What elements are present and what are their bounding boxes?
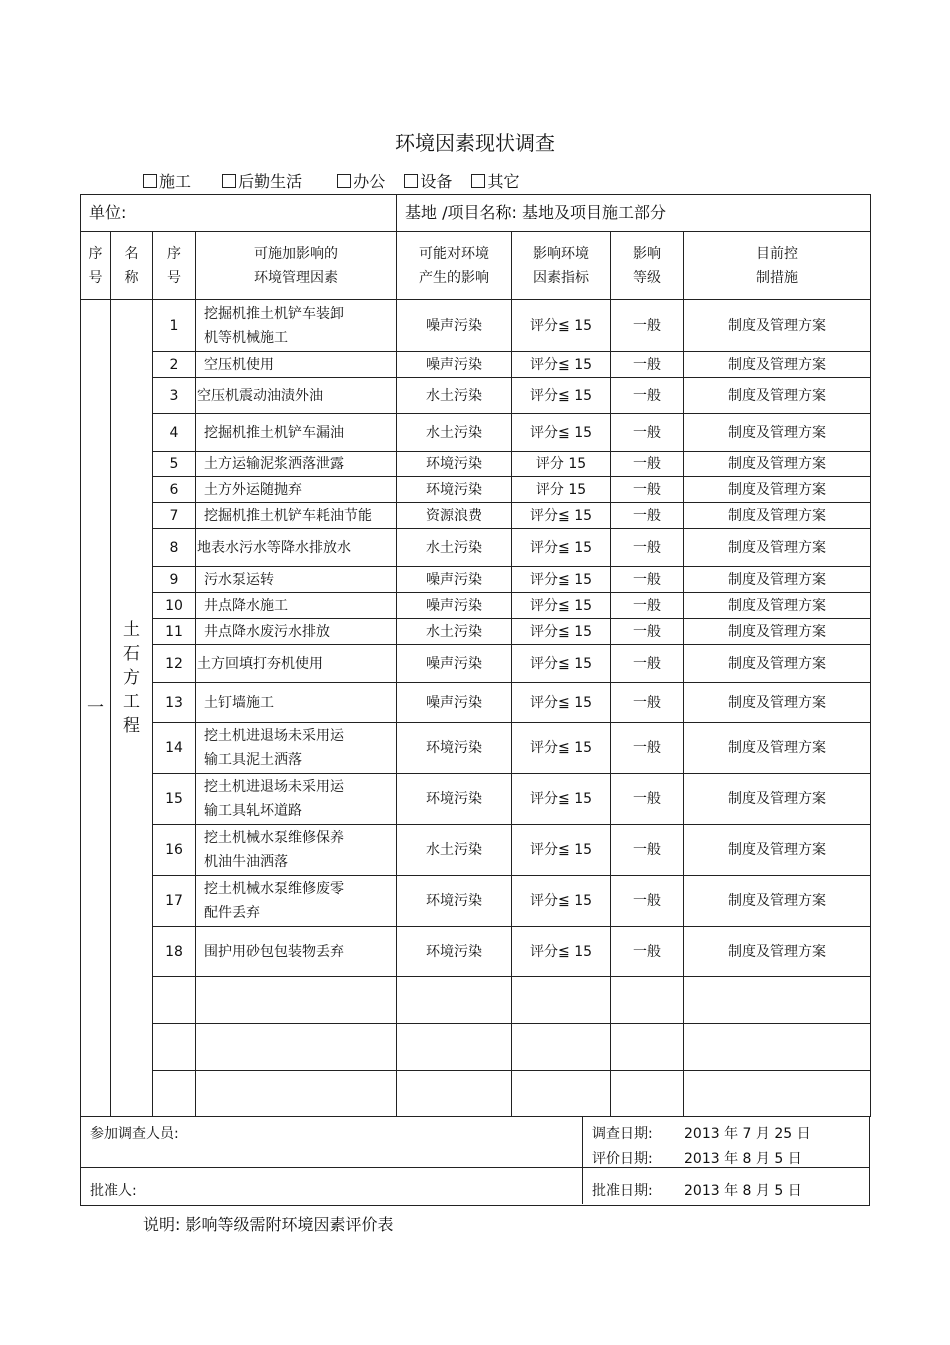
checkbox-other[interactable] <box>471 169 519 192</box>
empty-cell <box>196 1024 397 1071</box>
row-level: 一般 <box>611 529 684 567</box>
header-seq1: 序 号 <box>81 232 111 300</box>
checkbox-icon <box>143 174 157 188</box>
row-factor <box>196 414 397 452</box>
checkbox-label: 办公 <box>353 172 386 191</box>
row-level: 一般 <box>611 645 684 683</box>
row-level: 一般 <box>611 683 684 723</box>
row-measure: 制度及管理方案 <box>684 414 871 452</box>
row-factor <box>196 593 397 619</box>
empty-cell <box>512 1024 611 1071</box>
row-level: 一般 <box>611 593 684 619</box>
row-level: 一般 <box>611 352 684 378</box>
row-level: 一般 <box>611 723 684 774</box>
row-index: 评分≦ 15 <box>512 352 611 378</box>
empty-cell <box>684 1024 871 1071</box>
table-row <box>81 529 871 567</box>
row-index: 评分≦ 15 <box>512 876 611 927</box>
row-factor <box>196 503 397 529</box>
row-factor-line: 井点降水施工 <box>204 597 288 614</box>
row-factor <box>196 529 397 567</box>
row-impact: 环境污染 <box>397 452 512 477</box>
row-level: 一般 <box>611 567 684 593</box>
header-seq2: 序 号 <box>153 232 196 300</box>
row-impact: 资源浪费 <box>397 503 512 529</box>
survey-date: 2013 年 7 月 25 日 <box>684 1126 811 1142</box>
row-factor-line: 空压机使用 <box>204 356 274 373</box>
row-number: 11 <box>153 619 196 645</box>
row-number: 16 <box>153 825 196 876</box>
row-impact: 噪声污染 <box>397 567 512 593</box>
empty-cell <box>684 1071 871 1117</box>
checkbox-label: 设备 <box>420 172 453 191</box>
row-number: 17 <box>153 876 196 927</box>
table-row <box>81 567 871 593</box>
approver-label: 批准人: <box>90 1183 137 1199</box>
eval-date-label: 评价日期: <box>592 1151 653 1167</box>
row-factor <box>196 645 397 683</box>
row-index: 评分≦ 15 <box>512 567 611 593</box>
row-index: 评分≦ 15 <box>512 619 611 645</box>
row-measure: 制度及管理方案 <box>684 645 871 683</box>
empty-cell <box>196 1071 397 1117</box>
row-impact: 环境污染 <box>397 876 512 927</box>
row-measure: 制度及管理方案 <box>684 619 871 645</box>
row-number: 7 <box>153 503 196 529</box>
row-number: 10 <box>153 593 196 619</box>
row-index: 评分≦ 15 <box>512 927 611 977</box>
row-factor <box>196 723 397 774</box>
row-factor-line: 土方运输泥浆洒落泄露 <box>204 456 344 472</box>
row-level: 一般 <box>611 378 684 414</box>
row-factor-line: 挖土机械水泵维修废零 <box>204 881 344 897</box>
empty-cell <box>611 1071 684 1117</box>
table-row <box>81 414 871 452</box>
row-factor-line: 输工具轧坏道路 <box>204 803 302 819</box>
row-factor <box>196 927 397 977</box>
checkbox-icon <box>404 174 418 188</box>
checkbox-icon <box>471 174 485 188</box>
row-number: 4 <box>153 414 196 452</box>
row-factor <box>196 774 397 825</box>
group-number-text: 一 <box>87 697 104 718</box>
empty-cell <box>512 977 611 1024</box>
project-name: 基地 /项目名称: 基地及项目施工部分 <box>397 195 871 232</box>
table-row <box>81 378 871 414</box>
row-level: 一般 <box>611 477 684 503</box>
checkbox-icon <box>337 174 351 188</box>
row-level: 一般 <box>611 825 684 876</box>
row-impact: 噪声污染 <box>397 593 512 619</box>
empty-cell <box>153 1071 196 1117</box>
row-index: 评分≦ 15 <box>512 300 611 352</box>
row-impact: 环境污染 <box>397 774 512 825</box>
row-impact: 水土污染 <box>397 825 512 876</box>
empty-row <box>81 1071 871 1117</box>
row-factor-line: 井点降水废污水排放 <box>204 623 330 640</box>
row-factor <box>196 825 397 876</box>
checkbox-logistics[interactable] <box>222 169 302 192</box>
row-impact: 噪声污染 <box>397 352 512 378</box>
table-row <box>81 683 871 723</box>
row-number: 5 <box>153 452 196 477</box>
group-name <box>111 300 153 1117</box>
header-measure: 目前控 制措施 <box>684 232 871 300</box>
group-name-text: 土石方工程 <box>123 620 140 736</box>
row-number: 1 <box>153 300 196 352</box>
row-factor <box>196 683 397 723</box>
approve-date: 2013 年 8 月 5 日 <box>684 1183 802 1199</box>
row-number: 13 <box>153 683 196 723</box>
table-row <box>81 825 871 876</box>
row-impact: 噪声污染 <box>397 645 512 683</box>
row-factor-line: 挖土机进退场未采用运 <box>204 779 344 795</box>
header-name: 名 称 <box>111 232 153 300</box>
row-level: 一般 <box>611 876 684 927</box>
eval-date: 2013 年 8 月 5 日 <box>684 1151 802 1167</box>
row-index: 评分≦ 15 <box>512 774 611 825</box>
row-level: 一般 <box>611 774 684 825</box>
row-factor-line: 土方外运随抛弃 <box>204 481 302 498</box>
row-number: 9 <box>153 567 196 593</box>
header-impact: 可能对环境 产生的影响 <box>397 232 512 300</box>
checkbox-office[interactable] <box>337 169 385 192</box>
row-factor <box>196 452 397 477</box>
row-index: 评分≦ 15 <box>512 723 611 774</box>
row-factor-line: 机油牛油洒落 <box>204 854 288 870</box>
header-factor: 可施加影响的 环境管理因素 <box>196 232 397 300</box>
empty-cell <box>684 977 871 1024</box>
survey-table <box>80 194 871 1117</box>
table-row <box>81 723 871 774</box>
row-index: 评分 15 <box>512 452 611 477</box>
row-factor-line: 挖土机械水泵维修保养 <box>204 830 344 846</box>
row-number: 18 <box>153 927 196 977</box>
row-measure: 制度及管理方案 <box>684 927 871 977</box>
row-factor <box>196 876 397 927</box>
row-level: 一般 <box>611 619 684 645</box>
empty-cell <box>611 1024 684 1071</box>
row-factor-line: 配件丢弃 <box>204 905 260 921</box>
row-level: 一般 <box>611 503 684 529</box>
checkbox-equipment[interactable] <box>404 169 452 192</box>
empty-cell <box>397 977 512 1024</box>
row-level: 一般 <box>611 927 684 977</box>
row-measure: 制度及管理方案 <box>684 477 871 503</box>
row-number: 8 <box>153 529 196 567</box>
row-factor-line: 挖掘机推土机铲车漏油 <box>204 424 344 441</box>
table-row <box>81 503 871 529</box>
row-measure: 制度及管理方案 <box>684 683 871 723</box>
row-index: 评分≦ 15 <box>512 683 611 723</box>
row-factor-line: 土方回填打夯机使用 <box>197 655 323 672</box>
checkbox-icon <box>222 174 236 188</box>
checkbox-label: 后勤生活 <box>238 172 303 191</box>
row-factor-line: 围护用砂包包装物丢弃 <box>204 943 344 960</box>
footer-block <box>80 1117 870 1206</box>
row-index: 评分≦ 15 <box>512 529 611 567</box>
row-factor-line: 空压机震动油渍外油 <box>197 387 323 404</box>
row-factor-line: 挖土机进退场未采用运 <box>204 728 344 744</box>
empty-cell <box>397 1071 512 1117</box>
row-impact: 环境污染 <box>397 927 512 977</box>
row-measure: 制度及管理方案 <box>684 825 871 876</box>
empty-cell <box>196 977 397 1024</box>
row-level: 一般 <box>611 300 684 352</box>
empty-cell <box>153 977 196 1024</box>
row-impact: 环境污染 <box>397 723 512 774</box>
table-row <box>81 352 871 378</box>
row-measure: 制度及管理方案 <box>684 503 871 529</box>
row-number: 2 <box>153 352 196 378</box>
row-index: 评分≦ 15 <box>512 645 611 683</box>
row-factor <box>196 352 397 378</box>
row-number: 3 <box>153 378 196 414</box>
row-factor-line: 输工具泥土洒落 <box>204 752 302 768</box>
row-number: 14 <box>153 723 196 774</box>
row-index: 评分≦ 15 <box>512 414 611 452</box>
row-factor <box>196 567 397 593</box>
row-factor-line: 挖掘机推土机铲车耗油节能 <box>204 507 372 524</box>
row-impact: 环境污染 <box>397 477 512 503</box>
row-index: 评分≦ 15 <box>512 593 611 619</box>
row-level: 一般 <box>611 452 684 477</box>
row-index: 评分≦ 15 <box>512 825 611 876</box>
row-impact: 水土污染 <box>397 414 512 452</box>
row-measure: 制度及管理方案 <box>684 593 871 619</box>
row-measure: 制度及管理方案 <box>684 529 871 567</box>
survey-date-label: 调查日期: <box>592 1126 653 1142</box>
row-factor-line: 地表水污水等降水排放水 <box>197 539 351 556</box>
row-measure: 制度及管理方案 <box>684 352 871 378</box>
note: 说明: 影响等级需附环境因素评价表 <box>143 1215 394 1234</box>
empty-cell <box>512 1071 611 1117</box>
unit-label: 单位: <box>81 195 397 232</box>
page-title: 环境因素现状调查 <box>395 131 555 155</box>
row-factor-line: 土钉墙施工 <box>204 694 274 711</box>
table-row <box>81 619 871 645</box>
empty-cell <box>153 1024 196 1071</box>
group-number <box>81 300 111 1117</box>
category-checkboxes <box>143 169 525 192</box>
row-factor <box>196 619 397 645</box>
row-number: 15 <box>153 774 196 825</box>
row-measure: 制度及管理方案 <box>684 567 871 593</box>
row-measure: 制度及管理方案 <box>684 452 871 477</box>
table-row <box>81 774 871 825</box>
row-level: 一般 <box>611 414 684 452</box>
table-row <box>81 300 871 352</box>
row-measure: 制度及管理方案 <box>684 300 871 352</box>
row-index: 评分≦ 15 <box>512 378 611 414</box>
row-factor <box>196 378 397 414</box>
header-index: 影响环境 因素指标 <box>512 232 611 300</box>
row-impact: 水土污染 <box>397 378 512 414</box>
header-level: 影响 等级 <box>611 232 684 300</box>
table-row <box>81 452 871 477</box>
row-index: 评分≦ 15 <box>512 503 611 529</box>
row-factor-line: 挖掘机推土机铲车装卸 <box>204 305 344 322</box>
empty-row <box>81 977 871 1024</box>
table-row <box>81 477 871 503</box>
row-impact: 水土污染 <box>397 529 512 567</box>
row-measure: 制度及管理方案 <box>684 723 871 774</box>
checkbox-label: 施工 <box>159 172 192 191</box>
row-number: 12 <box>153 645 196 683</box>
empty-row <box>81 1024 871 1071</box>
participants-label: 参加调查人员: <box>90 1126 179 1142</box>
row-impact: 噪声污染 <box>397 683 512 723</box>
row-factor <box>196 300 397 352</box>
empty-cell <box>611 977 684 1024</box>
row-measure: 制度及管理方案 <box>684 876 871 927</box>
table-row <box>81 645 871 683</box>
row-factor <box>196 477 397 503</box>
empty-cell <box>397 1024 512 1071</box>
checkbox-label: 其它 <box>487 172 520 191</box>
row-factor-line: 污水泵运转 <box>204 571 274 588</box>
checkbox-construction[interactable] <box>143 169 191 192</box>
row-factor-line: 机等机械施工 <box>204 329 288 346</box>
table-row <box>81 927 871 977</box>
row-measure: 制度及管理方案 <box>684 378 871 414</box>
row-number: 6 <box>153 477 196 503</box>
table-row <box>81 593 871 619</box>
footer-divider <box>582 1117 583 1204</box>
row-index: 评分 15 <box>512 477 611 503</box>
row-measure: 制度及管理方案 <box>684 774 871 825</box>
row-impact: 噪声污染 <box>397 300 512 352</box>
row-impact: 水土污染 <box>397 619 512 645</box>
approve-date-label: 批准日期: <box>592 1183 653 1199</box>
table-row <box>81 876 871 927</box>
